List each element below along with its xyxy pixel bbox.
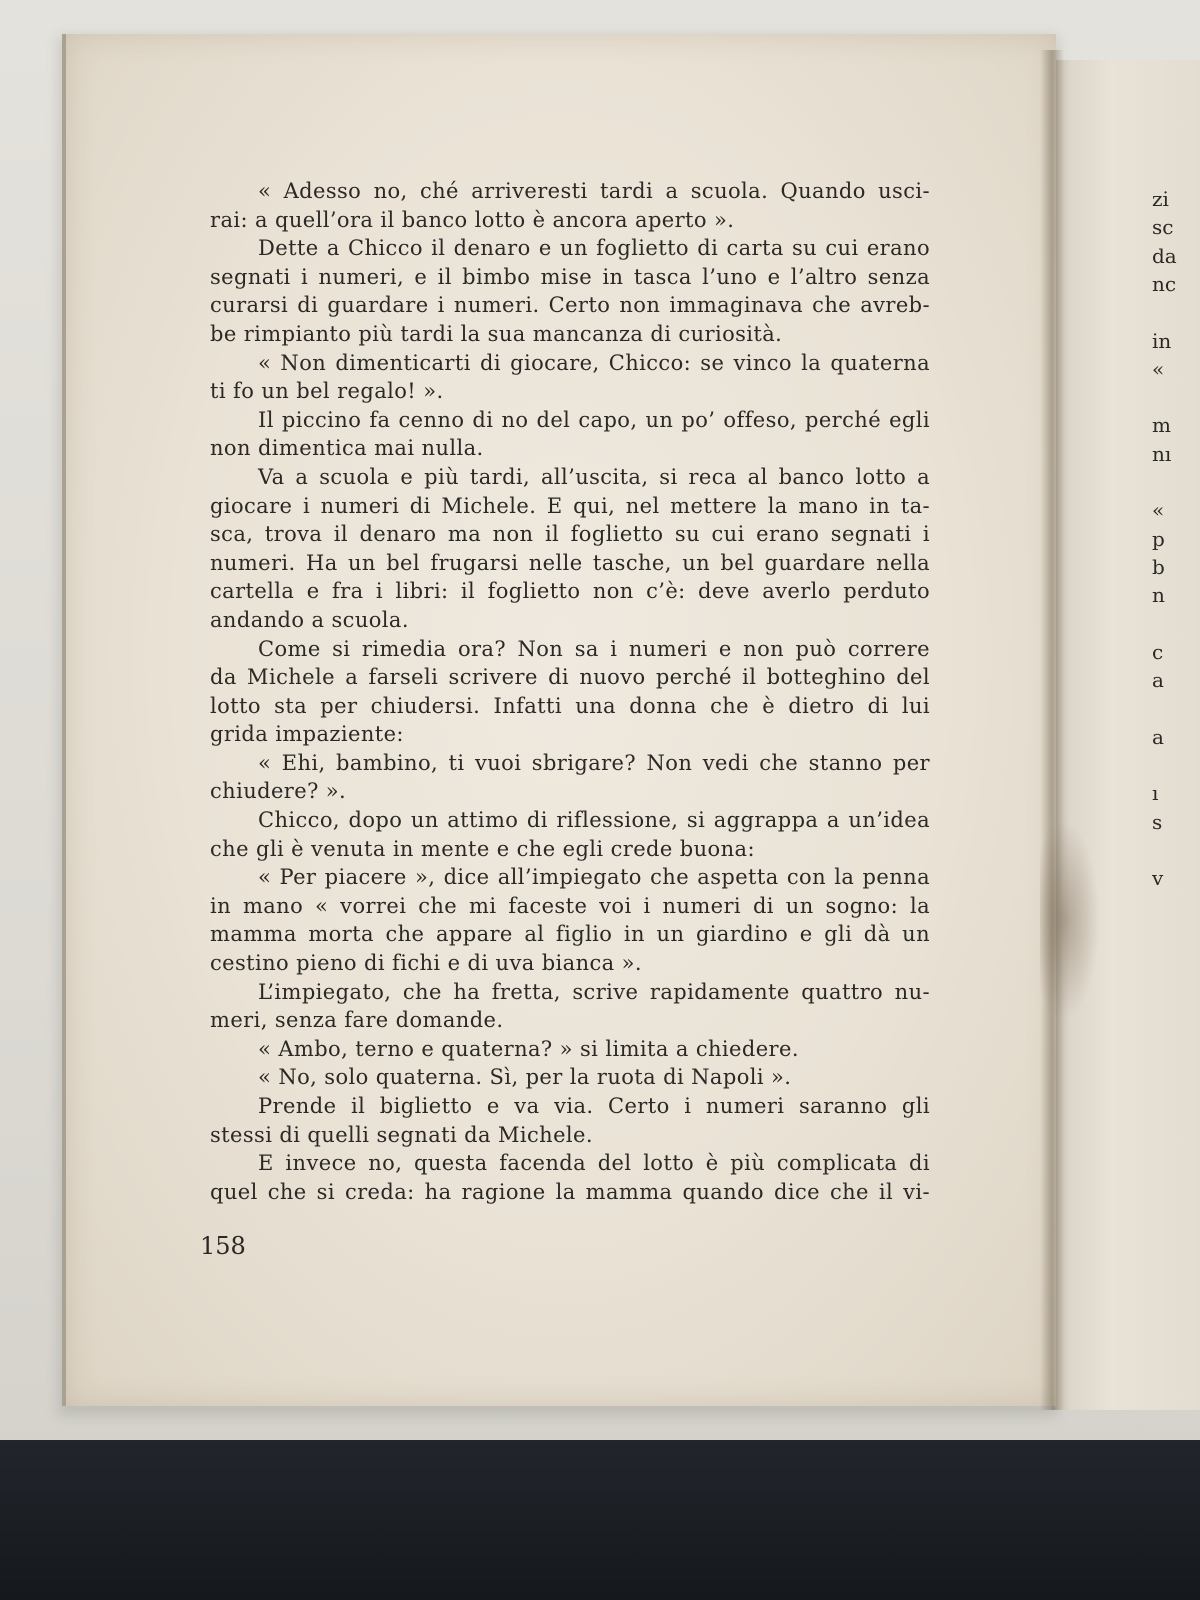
facing-page-fragment: sc (1152, 215, 1174, 240)
text-line: in mano « vorrei che mi faceste voi i numeri di un sogno: la (210, 893, 930, 918)
facing-page-fragment: « (1152, 356, 1165, 381)
text-line: Dette a Chicco il denaro e un foglietto di carta su cui erano (258, 236, 930, 261)
text-line: Prende il biglietto e va via. Certo i numeri saranno gli (258, 1094, 930, 1118)
text-line: mamma morta che appare al figlio in un giardino e gli dà un (210, 922, 930, 947)
facing-page-fragment: a (1152, 668, 1164, 693)
facing-page-fragment: a (1152, 724, 1164, 749)
text-line: « Ehi, bambino, ti vuoi sbrigare? Non vedi che stanno per (258, 750, 930, 775)
facing-page-fragment: v (1152, 866, 1164, 891)
text-line: andando a scuola. (210, 607, 409, 632)
text-line: Il piccino fa cenno di no del capo, un po’ offeso, perché egli (258, 407, 930, 432)
text-line: stessi di quelli segnati da Michele. (210, 1122, 593, 1147)
text-line: lotto sta per chiudersi. Infatti una donna che è dietro di lui (210, 693, 930, 718)
text-line: segnati i numeri, e il bimbo mise in tasca l’uno e l’altro senza (210, 264, 930, 289)
text-line: grida impaziente: (210, 722, 404, 747)
page-text (210, 177, 930, 1206)
table-surface (0, 1440, 1200, 1600)
book-gutter (1040, 50, 1064, 1410)
facing-page-fragment: zi (1152, 187, 1169, 211)
text-line: curarsi di guardare i numeri. Certo non immaginava che avreb- (210, 293, 930, 318)
page-number: 158 (200, 1232, 246, 1260)
text-line: numeri. Ha un bel frugarsi nelle tasche, un bel guardare nella (210, 550, 930, 575)
text-line: giocare i numeri di Michele. E qui, nel mettere la mano in ta- (210, 493, 930, 518)
text-line: « Non dimenticarti di giocare, Chicco: se vinco la quaterna (258, 350, 930, 375)
text-line: « Ambo, terno e quaterna? » si limita a chiedere. (258, 1036, 799, 1061)
facing-page-fragment: c (1152, 639, 1164, 664)
text-line: quel che si creda: ha ragione la mamma quando dice che il vi- (210, 1179, 930, 1204)
text-line: « No, solo quaterna. Sì, per la ruota di Napoli ». (258, 1065, 792, 1090)
text-line: cestino pieno di fichi e di uva bianca ». (210, 951, 643, 976)
text-line: Va a scuola e più tardi, all’uscita, si reca al banco lotto a (258, 464, 930, 489)
facing-page-fragment: da (1152, 243, 1177, 268)
facing-page-fragment: nı (1152, 441, 1172, 466)
facing-page-fragment: b (1152, 554, 1165, 579)
facing-page-fragment: m (1152, 413, 1171, 438)
text-line: « Per piacere », dice all’impiegato che aspetta con la penna (258, 865, 930, 890)
text-line: meri, senza fare domande. (210, 1008, 504, 1033)
text-line: ti fo un bel regalo! ». (210, 379, 444, 404)
facing-page-fragment: s (1152, 809, 1163, 834)
text-line: L’impiegato, che ha fretta, scrive rapidamente quattro nu- (258, 979, 930, 1004)
text-line: non dimentica mai nulla. (210, 436, 484, 461)
text-line: da Michele a farseli scrivere di nuovo perché il botteghino del (210, 665, 930, 690)
facing-page-fragment: p (1152, 526, 1165, 551)
facing-page-fragment: ı (1152, 781, 1159, 806)
page-stain (1040, 820, 1100, 1020)
text-line: Chicco, dopo un attimo di riflessione, si aggrappa a un’idea (258, 808, 930, 833)
text-line: « Adesso no, ché arriveresti tardi a scuola. Quando usci- (258, 179, 930, 203)
text-line: sca, trova il denaro ma non il foglietto su cui erano segnati i (210, 522, 930, 547)
facing-page-fragment: « (1152, 498, 1165, 523)
facing-page-fragment: in (1152, 328, 1172, 353)
text-line: che gli è venuta in mente e che egli crede buona: (210, 836, 755, 861)
facing-page-fragment: nc (1152, 271, 1177, 296)
text-line: E invece no, questa facenda del lotto è più complicata di (258, 1151, 930, 1176)
facing-page-fragment: n (1152, 583, 1165, 608)
text-line: cartella e fra i libri: il foglietto non c’è: deve averlo perduto (210, 579, 930, 604)
text-line: chiudere? ». (210, 779, 347, 804)
text-line: be rimpianto più tardi la sua mancanza di curiosità. (210, 321, 783, 346)
text-line: rai: a quell’ora il banco lotto è ancora aperto ». (210, 207, 735, 232)
text-line: Come si rimedia ora? Non sa i numeri e non può correre (258, 636, 930, 661)
